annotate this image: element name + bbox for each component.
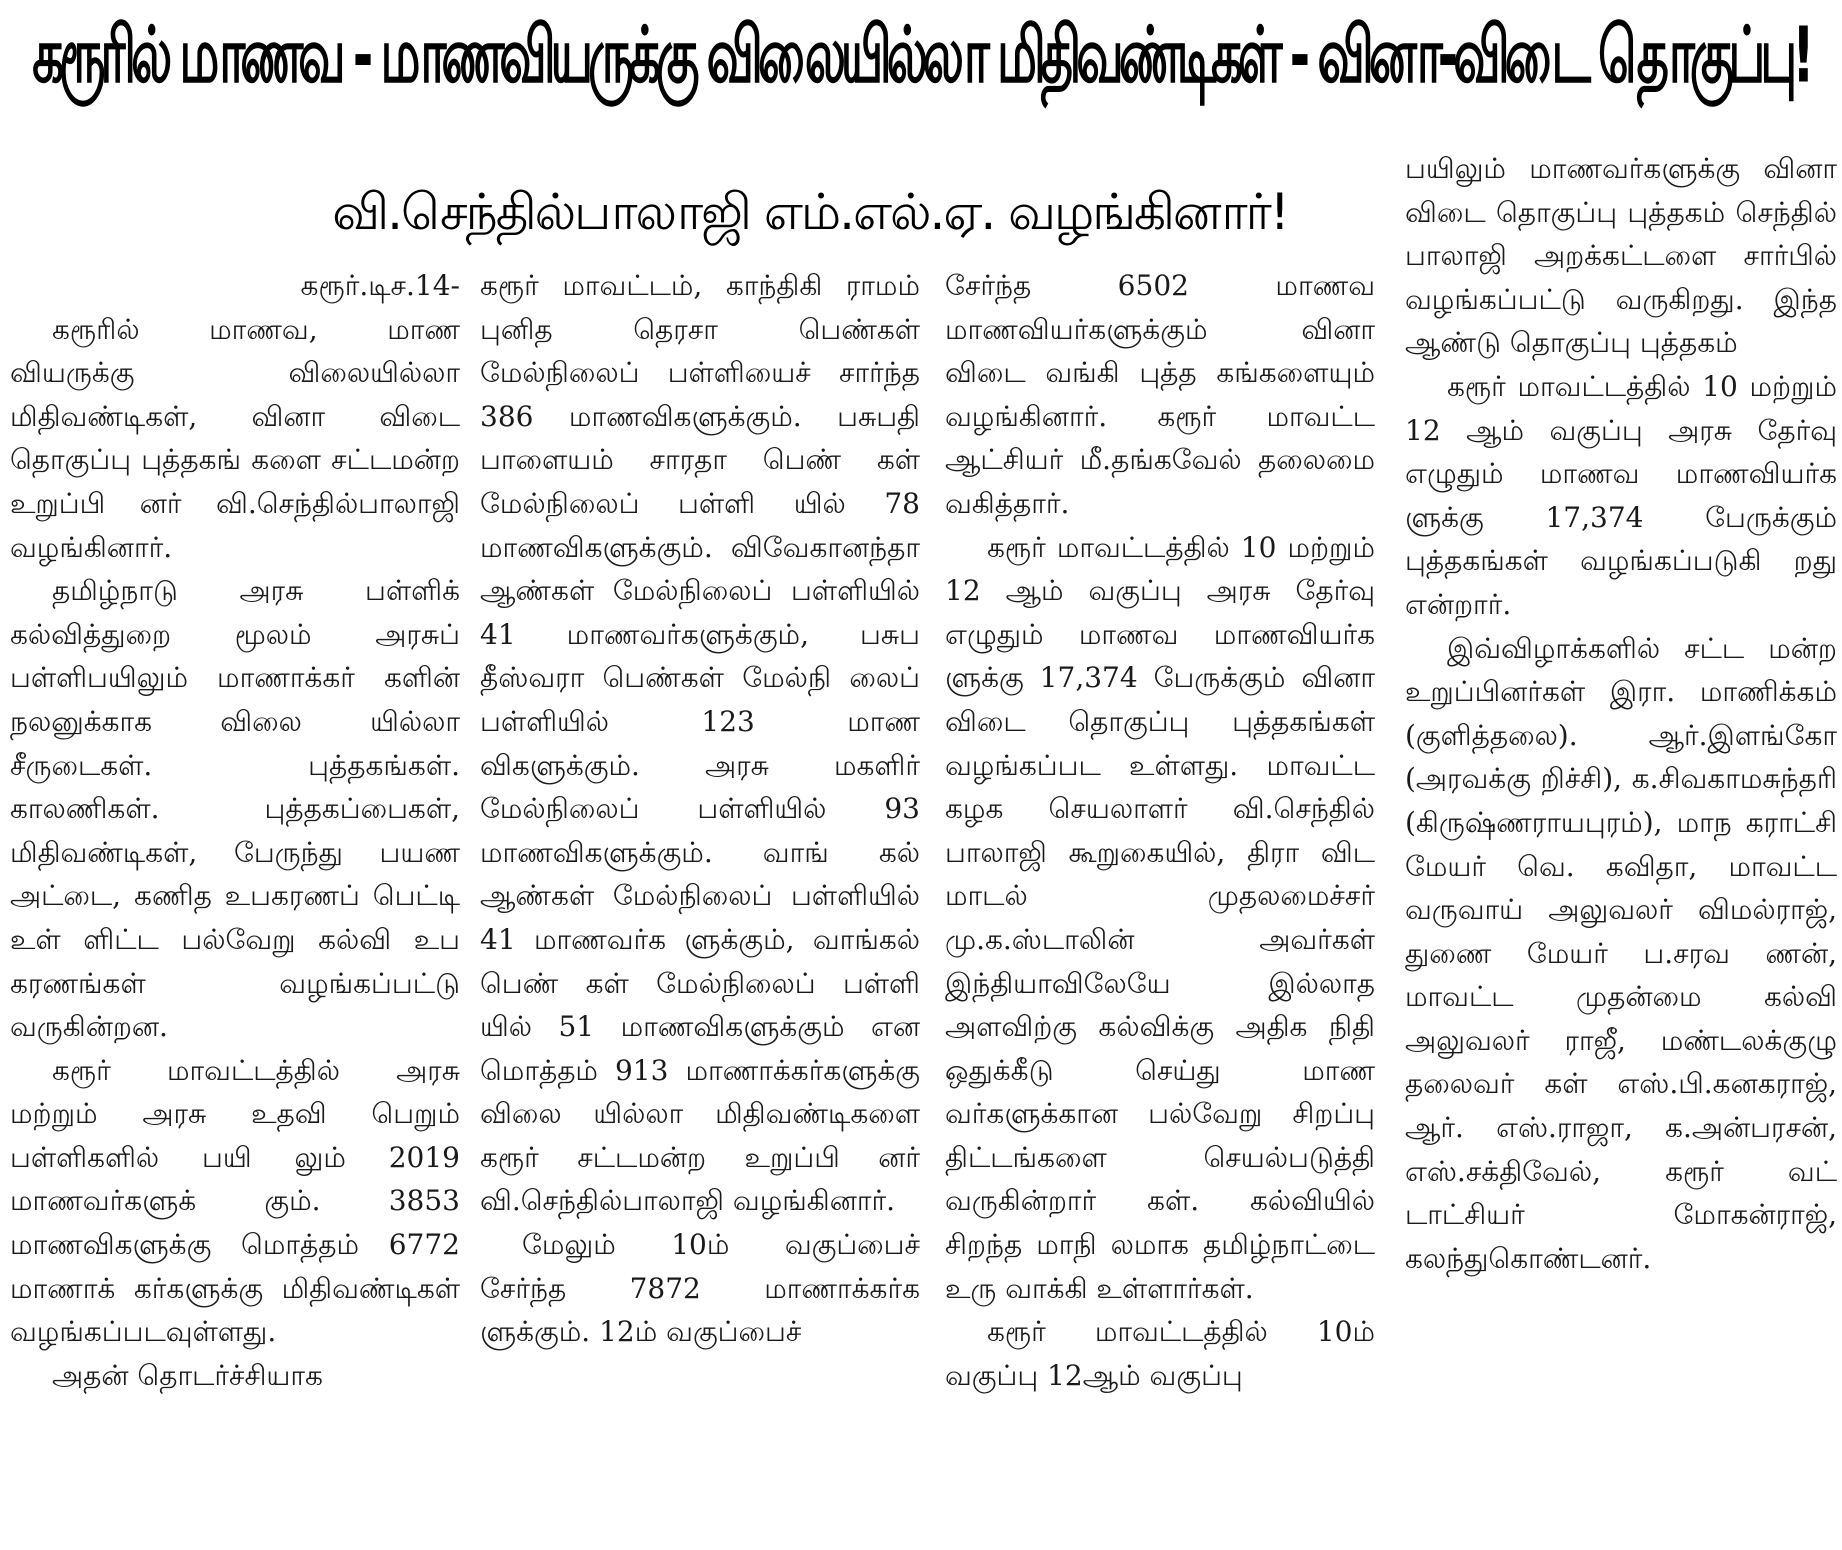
paragraph: அதன் தொடர்ச்சியாக [52,1358,323,1392]
paragraph: கரூர் மாவட்டத்தில் 10ம் வகுப்பு 12ஆம் வகுப்பு [945,1315,1375,1392]
paragraph: கரூர் மாவட்டத்தில் 10 மற்றும் 12 ஆம் வகுப்பு அரசு தேர்வு எழுதும் மாணவ மாணவியர்க ளுக்கு 17,374 பேருக்கும் வினா விடை தொகுப்பு புத்தகங்கள் வழங்கப்பட உள்ளது. மாவட்ட கழக செயலாளர் வி.செந்தில் பாலாஜி கூறுகையில், திரா விட மாடல் முதலமைச்சர் மு.க.ஸ்டாலின் அவர்கள் இந்தியாவிலேயே இல்லாத அளவிற்கு கல்விக்கு அதிக நிதி ஒதுக்கீடு செய்து மாண வர்களுக்கான பல்வேறு சிறப்பு திட்டங்களை செயல்படுத்தி வருகின்றார் கள். கல்வியில் சிறந்த மாநி லமாக தமிழ்நாட்டை உரு வாக்கி உள்ளார்கள். [945,530,1375,1305]
paragraph: கரூரில் மாணவ, மாண வியருக்கு விலையில்லா மிதிவண்டிகள், வினா விடை தொகுப்பு புத்தகங் களை சட்டமன்ற உறுப்பி னர் வி.செந்தில்பாலாஜி வழங்கினார். [10,312,460,564]
paragraph: பயிலும் மாணவர்களுக்கு வினா விடை தொகுப்பு புத்தகம் செந்தில் பாலாஜி அறக்கட்டளை சார்பில் வழங்கப்பட்டு வருகிறது. இந்த ஆண்டு தொகுப்பு புத்தகம் [1405,152,1837,360]
article-column-2 [480,264,920,1550]
headline: கரூரில் மாணவ - மாணவியருக்கு விலையில்லா மிதிவண்டிகள் - வினா-விடை தொகுப்பு! [32,9,1810,100]
paragraph: கரூர் மாவட்டத்தில் அரசு மற்றும் அரசு உதவி பெறும் பள்ளிகளில் பயி லும் 2019 மாணவர்களுக் கும். 3853 மாணவிகளுக்கு மொத்தம் 6772 மாணாக் கர்களுக்கு மிதிவண்டிகள் வழங்கப்படவுள்ளது. [10,1053,460,1349]
dateline: கரூர்.டிச.14- [300,269,460,302]
paragraph: இவ்விழாக்களில் சட்ட மன்ற உறுப்பினர்கள் இரா. மாணிக்கம் (குளித்தலை). ஆர்.இளங்கோ (அரவக்கு றிச்சி), க.சிவகாமசுந்தரி (கிருஷ்ணராயபுரம்), மாந கராட்சி மேயர் வெ. கவிதா, மாவட்ட வருவாய் அலுவலர் விமல்ராஜ், துணை மேயர் ப.சரவ ணன், மாவட்ட முதன்மை கல்வி அலுவலர் ராஜீ, மண்டலக்குழு தலைவர் கள் எஸ்.பி.கனகராஜ், ஆர். எஸ்.ராஜா, க.அன்பரசன், எஸ்.சக்திவேல், கரூர் வட் டாட்சியர் மோகன்ராஜ், கலந்துகொண்டனர். [1405,631,1837,1275]
paragraph: மேலும் 10ம் வகுப்பைச் சேர்ந்த 7872 மாணாக்கர்க ளுக்கும். 12ம் வகுப்பைச் [480,1228,920,1349]
paragraph: சேர்ந்த 6502 மாணவ மாணவியர்களுக்கும் வினா விடை வங்கி புத்த கங்களையும் வழங்கினார். கரூர் மாவட்ட ஆட்சியர் மீ.தங்கவேல் தலைமை வகித்தார். [945,269,1375,520]
paragraph: தமிழ்நாடு அரசு பள்ளிக் கல்வித்துறை மூலம் அரசுப் பள்ளிபயிலும் மாணாக்கர் களின் நலனுக்காக விலை யில்லா சீருடைகள். புத்தகங்கள். காலணிகள். புத்தகப்பைகள், மிதிவண்டிகள், பேருந்து பயண அட்டை, கணித உபகரணப் பெட்டி உள் ளிட்ட பல்வேறு கல்வி உப கரணங்கள் வழங்கப்பட்டு வருகின்றன. [10,574,460,1044]
subheadline: வி.செந்தில்பாலாஜி எம்.எல்.ஏ. வழங்கினார்! [332,182,1288,241]
article-column-3 [945,264,1375,1550]
paragraph: கரூர் மாவட்டத்தில் 10 மற்றும் 12 ஆம் வகுப்பு அரசு தேர்வு எழுதும் மாணவ மாணவியர்க ளுக்கு 17,374 பேருக்கும் புத்தகங்கள் வழங்கப்படுகி றது என்றார். [1405,369,1837,621]
article-column-4 [1405,147,1837,1550]
article-column-1 [10,264,460,1550]
paragraph: கரூர் மாவட்டம், காந்திகி ராமம் புனித தெரசா பெண்கள் மேல்நிலைப் பள்ளியைச் சார்ந்த 386 மாணவிகளுக்கும். பசுபதி பாளையம் சாரதா பெண் கள் மேல்நிலைப் பள்ளி யில் 78 மாணவிகளுக்கும். விவேகானந்தா ஆண்கள் மேல்நிலைப் பள்ளியில் 41 மாணவர்களுக்கும், பசுப தீஸ்வரா பெண்கள் மேல்நி லைப் பள்ளியில் 123 மாண விகளுக்கும். அரசு மகளிர் மேல்நிலைப் பள்ளியில் 93 மாணவிகளுக்கும். வாங் கல் ஆண்கள் மேல்நிலைப் பள்ளியில் 41 மாணவர்க ளுக்கும், வாங்கல் பெண் கள் மேல்நிலைப் பள்ளி யில் 51 மாணவிகளுக்கும் என மொத்தம் 913 மாணாக்கர்களுக்கு விலை யில்லா மிதிவண்டிகளை கரூர் சட்டமன்ற உறுப்பி னர் வி.செந்தில்பாலாஜி வழங்கினார். [480,269,920,1218]
